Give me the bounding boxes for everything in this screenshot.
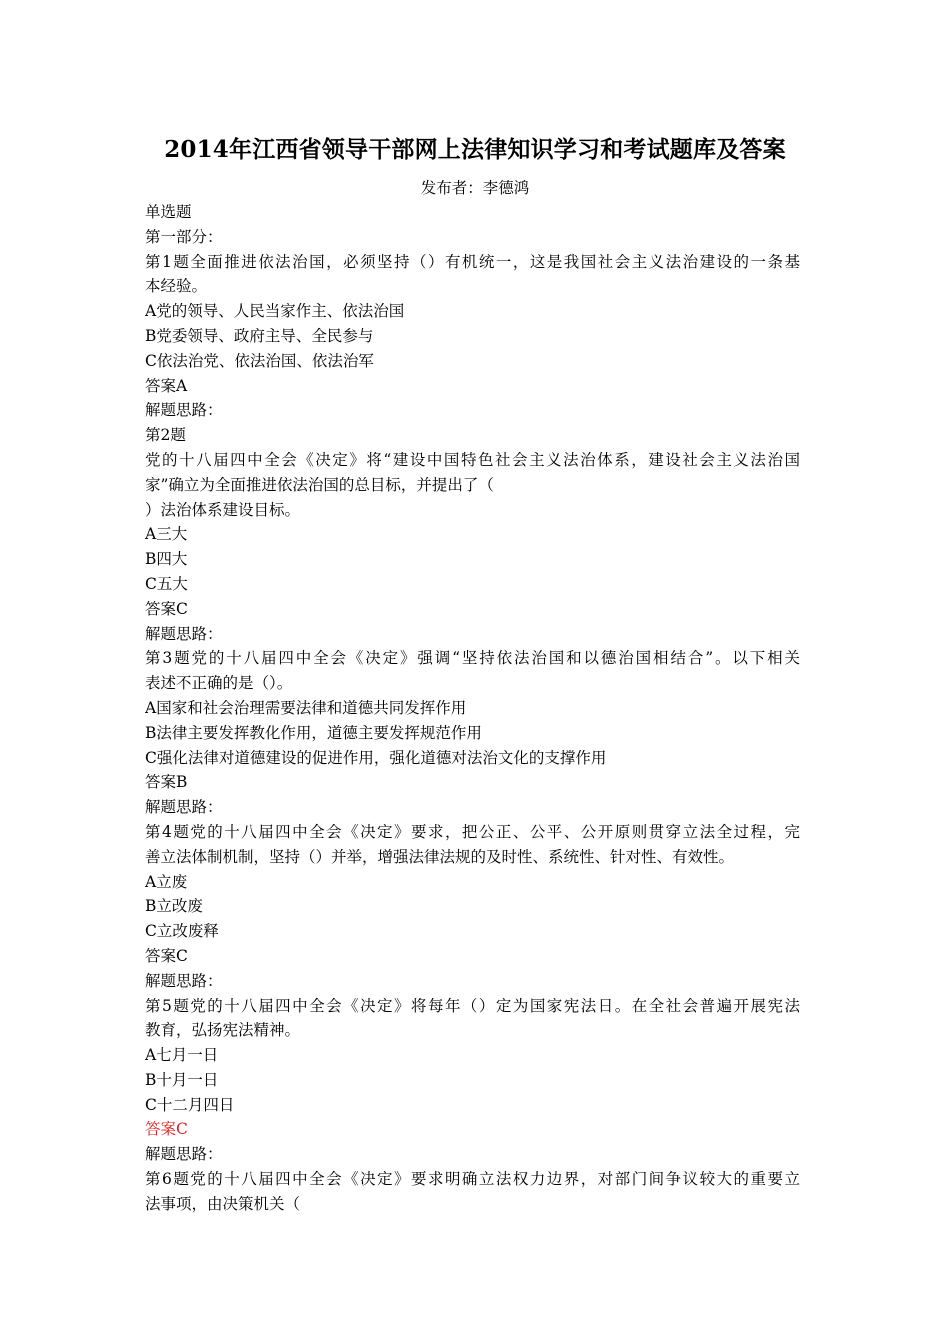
text-line: 本经验。 xyxy=(145,277,208,296)
text-line: 答案C xyxy=(145,946,188,965)
text-line: 党的十八届四中全会《决定》将“建设中国特色社会主义法治体系，建设社会主义法治国 xyxy=(145,450,800,469)
text-line: ）法治体系建设目标。 xyxy=(145,500,301,519)
text-line: A七月一日 xyxy=(145,1046,219,1065)
text-line: 教育，弘扬宪法精神。 xyxy=(145,1021,301,1040)
text-line: 家”确立为全面推进依法治国的总目标，并提出了（ xyxy=(145,475,494,494)
text-line: B党委领导、政府主导、全民参与 xyxy=(145,326,374,345)
text-line: A立废 xyxy=(145,872,188,891)
text-line: 第5题党的十八届四中全会《决定》将每年（）定为国家宪法日。在全社会普遍开展宪法 xyxy=(145,996,800,1015)
text-line: 解题思路： xyxy=(145,1145,223,1164)
text-line: A国家和社会治理需要法律和道德共同发挥作用 xyxy=(145,698,467,717)
text-line: 第2题 xyxy=(145,426,186,445)
text-line: 法事项，由决策机关（ xyxy=(145,1194,301,1213)
text-line: B法律主要发挥教化作用，道德主要发挥规范作用 xyxy=(145,723,482,742)
text-line: 单选题 xyxy=(145,203,192,221)
text-line: C强化法律对道德建设的促进作用，强化道德对法治文化的支撑作用 xyxy=(145,748,607,767)
text-line: A三大 xyxy=(145,525,188,544)
text-line: 答案C xyxy=(145,599,188,618)
text-line: 第6题党的十八届四中全会《决定》要求明确立法权力边界，对部门间争议较大的重要立 xyxy=(145,1170,800,1189)
text-line: C依法治党、依法治国、依法治军 xyxy=(145,351,374,370)
document-title: 2014年江西省领导干部网上法律知识学习和考试题库及答案 xyxy=(164,136,786,163)
document-body xyxy=(145,200,800,1217)
text-line: 解题思路： xyxy=(145,401,223,420)
text-line: 答案B xyxy=(145,773,188,792)
text-line: 第1题全面推进依法治国，必须坚持（）有机统一，这是我国社会主义法治建设的一条基 xyxy=(145,252,800,271)
text-line: B十月一日 xyxy=(145,1070,219,1089)
text-line: 善立法体制机制，坚持（）并举，增强法律法规的及时性、系统性、针对性、有效性。 xyxy=(145,847,735,866)
text-line: B立改废 xyxy=(145,897,203,916)
text-line: 第3题党的十八届四中全会《决定》强调“坚持依法治国和以德治国相结合”。以下相关 xyxy=(145,649,800,668)
text-line: 表述不正确的是（）。 xyxy=(145,674,293,693)
text-line: 第一部分： xyxy=(145,227,223,246)
text-line: C十二月四日 xyxy=(145,1095,235,1114)
text-line: 答案C xyxy=(145,1120,188,1139)
text-line: 解题思路： xyxy=(145,798,223,817)
text-line: C立改废释 xyxy=(145,922,219,941)
document-author: 发布者：李德鸿 xyxy=(420,179,530,197)
text-line: C五大 xyxy=(145,574,188,593)
text-line: 第4题党的十八届四中全会《决定》要求，把公正、公平、公开原则贯穿立法全过程，完 xyxy=(145,822,800,841)
text-line: 答案A xyxy=(145,376,188,395)
text-line: B四大 xyxy=(145,550,188,569)
text-line: 解题思路： xyxy=(145,624,223,643)
text-line: 解题思路： xyxy=(145,971,223,990)
text-line: A党的领导、人民当家作主、依法治国 xyxy=(145,302,405,321)
